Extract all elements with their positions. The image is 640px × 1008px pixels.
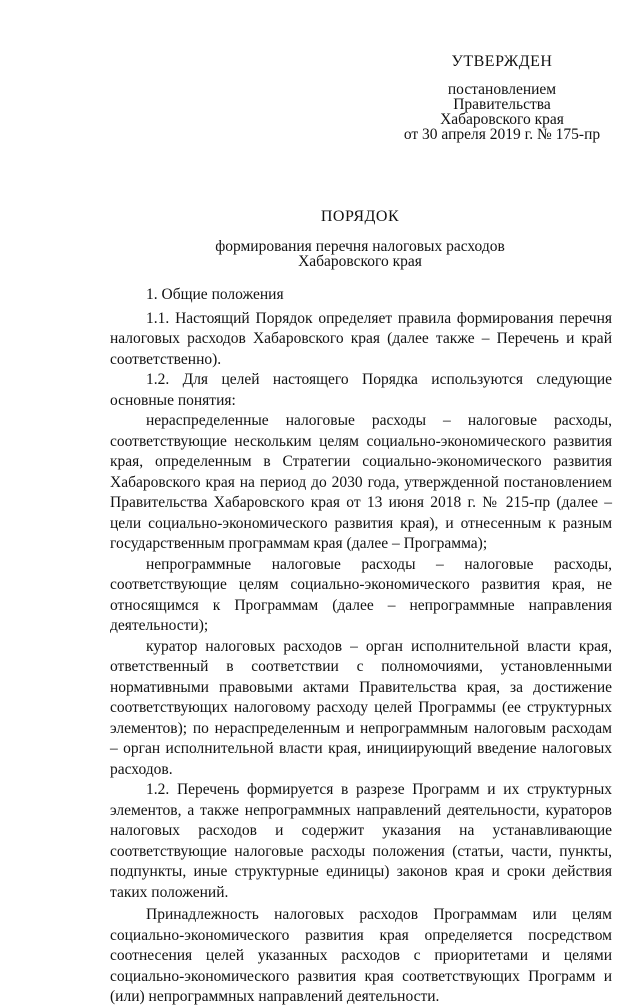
definition-tax-expense-curator: куратор налоговых расходов – орган исполнительной власти края, ответственный в соответствии с полномочиями, установленными нормативными правовыми актами Правительства края, за достижение соответствующих налоговому расходу целей Программы (ее структурных элементов); по нераспределенным и непрограммным налоговым расходам – орган исполнительной власти края, инициирующий введение налоговых расходов. [110,637,612,778]
definition-non-program-tax-expenses: непрограммные налоговые расходы – налоговые расходы, соответствующие целям социально-экономического развития края, не относящимся к Программам (далее – непрограммные направления деятельности); [110,555,612,634]
approval-line: Хабаровского края [440,111,564,128]
approval-stamp [402,54,602,142]
approval-line: постановлением [447,81,557,98]
document-subtitle-line: Хабаровского края [298,253,422,270]
document-title-block [100,208,620,269]
section-heading: 1. Общие положения [146,286,284,303]
approval-line: Правительства [453,96,551,113]
paragraph-program-affiliation: Принадлежность налоговых расходов Программам или целям социально-экономического развития края определяется посредством соотнесения целей указанных расходов с приоритетами и целями социально-экономического развития края соответствующих Программ и (или) непрограммных направлений деятельности. [110,906,612,1005]
definition-unallocated-tax-expenses: нераспределенные налоговые расходы – налоговые расходы, соответствующие нескольким целям социально-экономического развития края, определенным в Стратегии социально-экономического развития Хабаровского края на период до 2030 года, утвержденной постановлением Правительства Хабаровского края от 13 июня 2018 г. № 215-пр (далее – цели социально-экономического развития края), и отнесенным к разным государственным программам края (далее – Программа); [110,412,612,552]
approval-date-line: от 30 апреля 2019 г. № 175-пр [403,126,601,143]
document-body [110,285,612,1008]
paragraph-1-2: 1.2. Для целей настоящего Порядка используются следующие основные понятия: [110,371,612,409]
document-title: ПОРЯДОК [320,208,400,225]
document-subtitle-line: формирования перечня налоговых расходов [215,238,505,255]
paragraph-list-formation: 1.2. Перечень формируется в разрезе Программ и их структурных элементов, а также непрограммных направлений деятельности, кураторов налоговых расходов и содержит указания на устанавливающие соответствующие налоговые расходы положения (статьи, части, пункты, подпункты, иные структурные единицы) законов края и сроки действия таких положений. [110,781,612,901]
approval-heading: УТВЕРЖДЕН [451,53,553,70]
paragraph-1-1: 1.1. Настоящий Порядок определяет правила формирования перечня налоговых расходов Хабаровского края (далее также – Перечень и край соответственно). [110,309,612,368]
